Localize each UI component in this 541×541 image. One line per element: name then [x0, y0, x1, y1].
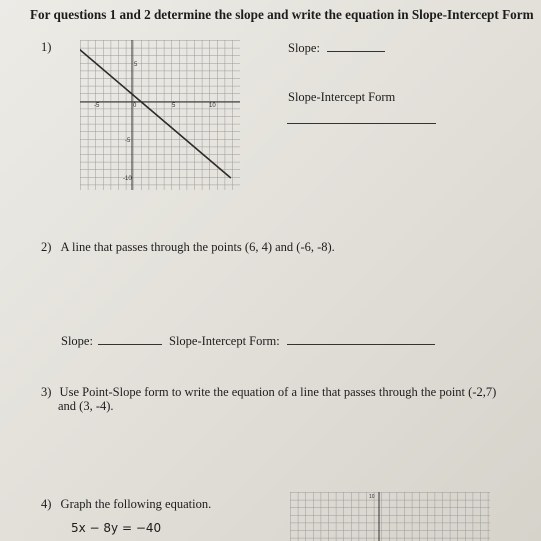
q3-line2: and (3, -4).: [58, 399, 114, 413]
q4-ytick-10: 10: [369, 494, 375, 500]
q1-sif-blank[interactable]: [287, 123, 436, 124]
q2-slope-label: Slope:: [61, 334, 93, 348]
q3-line1: Use Point-Slope form to write the equation of a line that passes through the point (-2,7): [59, 385, 497, 399]
q2-number: 2): [41, 240, 52, 254]
q1-coordinate-grid: [80, 40, 240, 190]
q1-xtick-neg5: -5: [94, 103, 100, 109]
q3-number: 3): [41, 385, 52, 399]
q2-text: A line that passes through the points (6, 4) and (-6, -8).: [60, 240, 335, 254]
q4-text: Graph the following equation.: [60, 497, 212, 511]
instructions-header: For questions 1 and 2 determine the slope and write the equation in Slope-Intercept Form: [30, 7, 534, 22]
q4-coordinate-grid[interactable]: [290, 492, 490, 541]
q2-slope-field[interactable]: [61, 334, 162, 349]
q1-number: 1): [41, 40, 52, 54]
q4-number: 4): [41, 497, 52, 511]
q1-slope-blank[interactable]: [327, 51, 385, 52]
q1-ytick-neg5: -5: [125, 138, 131, 144]
q4-gridlines: [290, 492, 490, 541]
q4-prompt: [41, 497, 211, 512]
q1-xtick-10: 10: [209, 103, 216, 109]
q1-xtick-5: 5: [172, 103, 176, 109]
q2-sif-label: Slope-Intercept Form:: [169, 334, 280, 348]
q2-prompt: [41, 240, 335, 255]
q1-gridlines: [80, 40, 240, 190]
q1-plotted-line: [80, 49, 231, 178]
q1-slope-field[interactable]: [288, 41, 385, 56]
q3-prompt: [41, 385, 496, 400]
q2-sif-blank[interactable]: [287, 344, 435, 345]
q1-slope-label: Slope:: [288, 41, 320, 55]
q2-sif-field[interactable]: [169, 334, 435, 349]
q1-sif-label: Slope-Intercept Form: [288, 90, 396, 104]
q1-ytick-5: 5: [134, 62, 138, 68]
q4-equation: 5x − 8y = −40: [71, 521, 162, 535]
q2-slope-blank[interactable]: [98, 344, 162, 345]
q1-ytick-neg10: -10: [123, 176, 132, 182]
q1-xtick-0: 0: [133, 103, 137, 109]
